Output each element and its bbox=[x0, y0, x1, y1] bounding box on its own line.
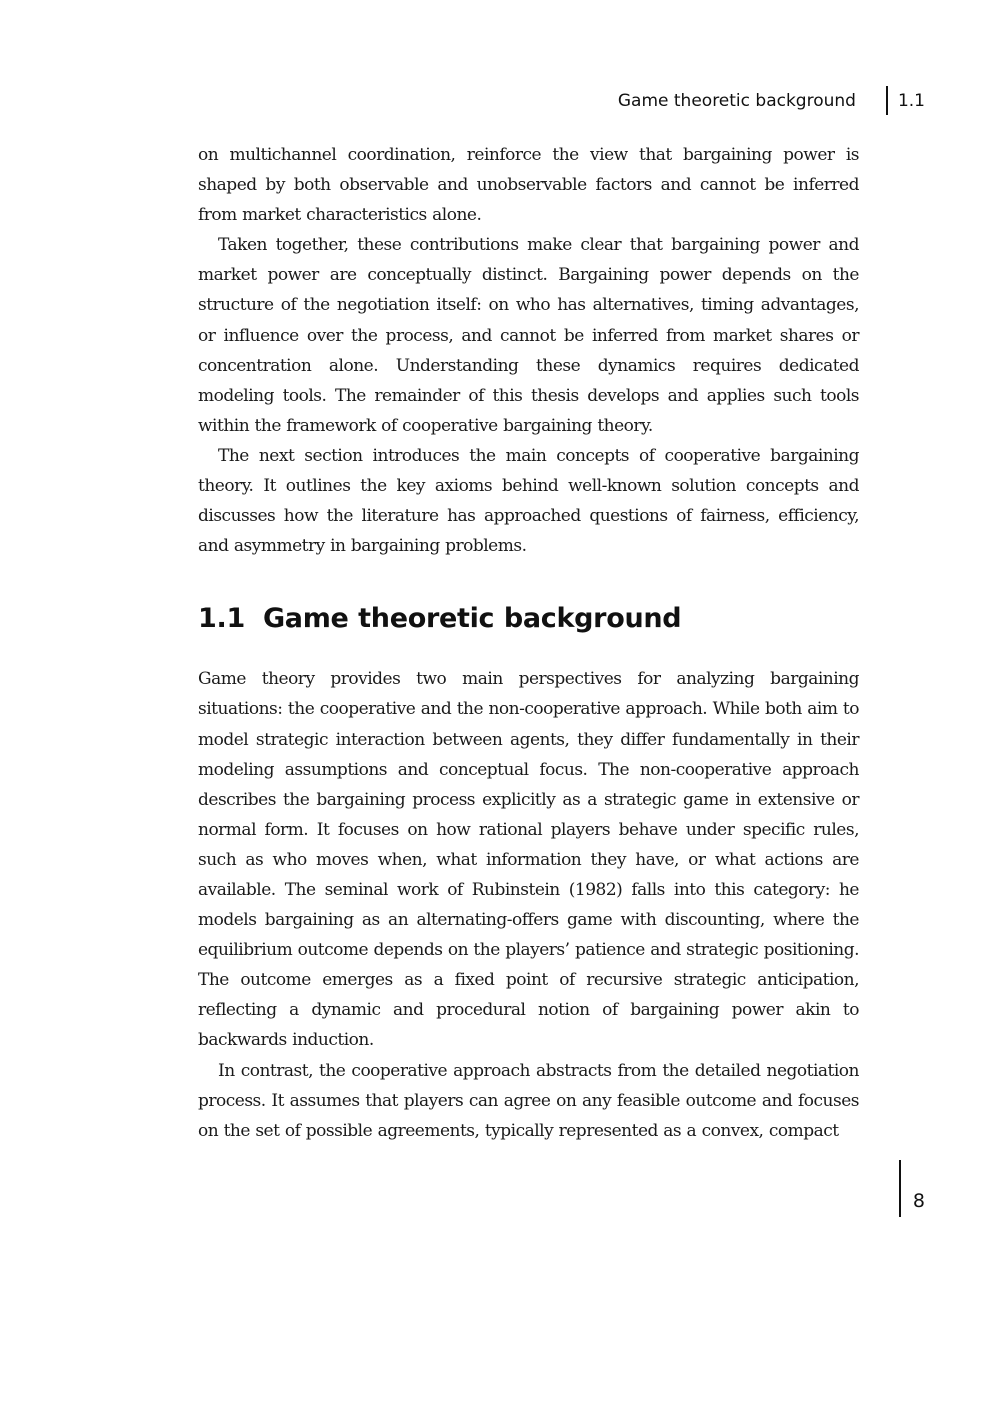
running-header-section-number: 1.1 bbox=[897, 90, 925, 111]
running-header-title: Game theoretic background bbox=[617, 90, 856, 111]
page-footer bbox=[899, 1160, 925, 1217]
paragraph: on multichannel coordination, reinforce the view that bargaining power is shaped by both observable and unobservable factors and cannot be inferred from market characteristics alone. bbox=[198, 145, 859, 226]
paragraph: The next section introduces the main concepts of cooperative bargaining theory. It outlines the key axioms behind well-known solution concepts and discusses how the literature has approached questions of fairness, efficiency, and asymmetry in bargaining problems. bbox=[198, 445, 859, 557]
paragraph: In contrast, the cooperative approach abstracts from the detailed negotiation process. It assumes that players can agree on any feasible outcome and focuses on the set of possible agreements, typically represented as a convex, compact bbox=[198, 1060, 859, 1141]
page-number: 8 bbox=[912, 1190, 925, 1212]
header-divider bbox=[886, 86, 888, 115]
section-heading bbox=[198, 601, 859, 637]
footer-divider bbox=[899, 1160, 901, 1217]
paragraph: Taken together, these contributions make clear that bargaining power and market power are conceptually distinct. Bargaining power depends on the structure of the negotiation itself: on who has alternatives, timing advantages, or influence over the process, and cannot be inferred from market shares or concentration alone. Understanding these dynamics requires dedicated modeling tools. The remainder of this thesis develops and applies such tools within the framework of cooperative bargaining theory. bbox=[198, 235, 859, 436]
page-body bbox=[198, 140, 859, 1146]
section-number: 1.1 bbox=[198, 603, 245, 635]
running-header bbox=[618, 86, 925, 115]
section-title: Game theoretic background bbox=[262, 603, 682, 635]
paragraph: Game theory provides two main perspectives for analyzing bargaining situations: the cooperative and the non-cooperative approach. While both aim to model strategic interaction between agents, they differ fundamentally in their modeling assumptions and conceptual focus. The non-cooperative approach describes the bargaining process explicitly as a strategic game in extensive or normal form. It focuses on how rational players behave under specific rules, such as who moves when, what information they have, or what actions are available. The seminal work of Rubinstein (1982) falls into this category: he models bargaining as an alternating-offers game with discounting, where the equilibrium outcome depends on the players’ patience and strategic positioning. The outcome emerges as a fixed point of recursive strategic anticipation, reflecting a dynamic and procedural notion of bargaining power akin to backwards induction. bbox=[198, 669, 859, 1051]
